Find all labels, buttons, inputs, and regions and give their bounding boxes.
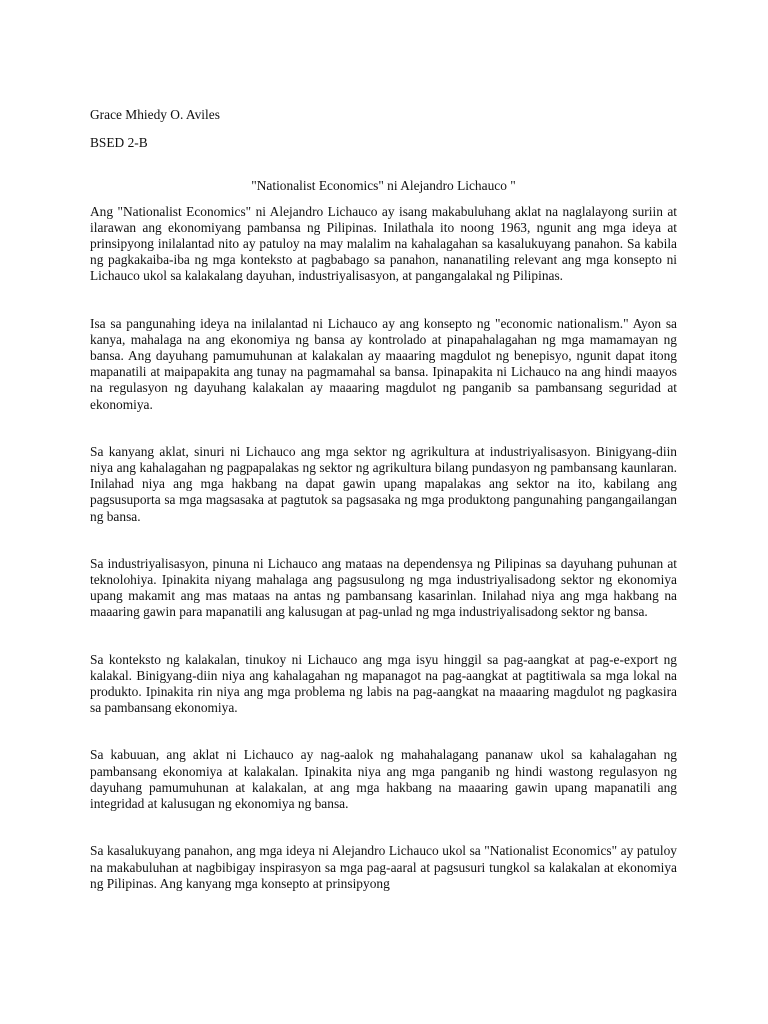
- document-title: "Nationalist Economics" ni Alejandro Lichauco ": [251, 178, 516, 194]
- paragraph-industrialization: Sa industriyalisasyon, pinuna ni Lichauco ang mataas na dependensya ng Pilipinas sa dayuhang puhunan at teknolohiya. Ipinakita niyang mahalaga ang pagsusulong ng mga industriyalisadong sektor ng ekonomiya upang makamit ang mas mataas na antas ng pambansang kasarinlan. Inilahad niya ang mga hakbang na maaaring gawin para mapanatili ang kalusugan at pag-unlad ng mga industriyalisadong sektor ng bansa.: [90, 555, 677, 620]
- paragraph-summary: Sa kabuuan, ang aklat ni Lichauco ay nag-aalok ng mahahalagang pananaw ukol sa kahalagahan ng pambansang ekonomiya at kalakalan. Ipinakita niya ang mga panganib ng hindi wastong regulasyon ng dayuhang pamumuhunan at kalakalan, at ang mga hakbang na maaaring gawin upang mapanatili ang integridad at kalusugan ng ekonomiya ng bansa.: [90, 747, 677, 812]
- document-page: [90, 96, 677, 892]
- paragraph-trade: Sa konteksto ng kalakalan, tinukoy ni Lichauco ang mga isyu hinggil sa pag-aangkat at pag-e-export ng kalakal. Binigyang-diin niya ang kahalagahan ng mapanagot na pag-aangkat at pagtitiwala sa mga lokal na produkto. Ipinakita rin niya ang mga problema ng labis na pag-aangkat na maaaring magdulot ng pagkasira sa pambansang ekonomiya.: [90, 651, 677, 716]
- author-name: Grace Mhiedy O. Aviles: [90, 107, 220, 122]
- paragraph-agriculture: Sa kanyang aklat, sinuri ni Lichauco ang mga sektor ng agrikultura at industriyalisasyon. Binigyang-diin niya ang kahalagahan ng pagpapalakas ng sektor ng agrikultura bilang pundasyon ng pambansang kaunlaran. Inilahad niya ang mga hakbang na dapat gawin upang mapalakas ang sektor na ito, kabilang ang pagsusuporta sa mga magsasaka at pagtutok sa pagsasaka ng mga produktong pangunahing pangangailangan ng bansa.: [90, 443, 677, 524]
- section-label: BSED 2-B: [90, 135, 148, 151]
- paragraph-present-day: Sa kasalukuyang panahon, ang mga ideya ni Alejandro Lichauco ukol sa "Nationalist Economics" ay patuloy na makabuluhan at nagbibigay inspirasyon sa mga pag-aaral at pagsusuri tungkol sa kalakalan at ekonomiya ng Pilipinas. Ang kanyang mga konsepto at prinsipyong: [90, 843, 677, 891]
- paragraph-intro: Ang "Nationalist Economics" ni Alejandro Lichauco ay isang makabuluhang aklat na naglalayong suriin at ilarawan ang ekonomiyang pambansa ng Pilipinas. Inilathala ito noong 1963, ngunit ang mga ideya at prinsipyong inilalantad nito ay patuloy na may malalim na kahalagahan sa kasalukuyang panahon. Sa kabila ng pagkakaiba-iba ng mga konteksto at pagbabago sa panahon, nananatiling relevant ang mga konsepto ni Lichauco ukol sa kalakalang dayuhan, industriyalisasyon, at pangangalakal ng Pilipinas.: [90, 203, 677, 284]
- paragraph-economic-nationalism: Isa sa pangunahing ideya na inilalantad ni Lichauco ay ang konsepto ng "economic nationalism." Ayon sa kanya, mahalaga na ang ekonomiya ng bansa ay kontrolado at pinapahalagahan ng mga mamamayan ng bansa. Ang dayuhang pamumuhunan at kalakalan ay maaaring magdulot ng benepisyo, ngunit dapat itong mapanatili at maipapakita ang tunay na pagmamahal sa bansa. Ipinapakita ni Lichauco na ang hindi maayos na regulasyon ng dayuhang kalakalan ay maaaring magdulot ng panganib sa pambansang seguridad at ekonomiya.: [90, 315, 677, 412]
